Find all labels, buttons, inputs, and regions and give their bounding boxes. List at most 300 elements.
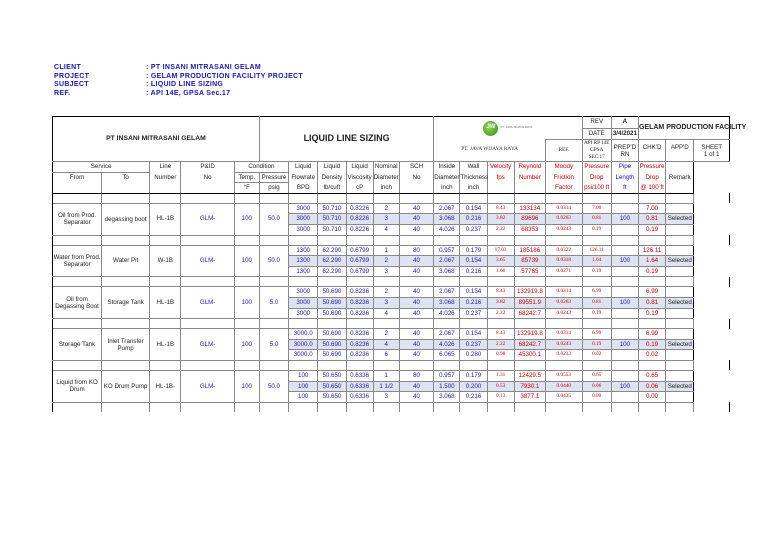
wall-thickness: 0.237 — [460, 224, 487, 235]
line-number: HL-1B- — [150, 370, 181, 402]
col-flow-2: Flowrate — [289, 172, 318, 183]
schedule: 80 — [399, 245, 433, 256]
density: 50.650 — [318, 392, 346, 403]
pressure-drop-total: 126.11 — [638, 245, 665, 256]
friction-factor: 0.0435 — [546, 392, 583, 403]
pressure-drop: 126.11 — [582, 245, 611, 256]
inside-diameter: 0.957 — [434, 245, 460, 256]
wall-thickness: 0.154 — [460, 256, 487, 267]
reynold-number: 57765 — [514, 266, 545, 277]
density: 50.690 — [318, 308, 346, 319]
temperature: 100 — [234, 370, 259, 402]
schedule: 40 — [399, 329, 433, 340]
table-row — [53, 203, 730, 214]
col-pdrop-total: Pressure — [639, 163, 665, 171]
velocity: 3.82 — [487, 297, 514, 308]
table-row — [53, 287, 730, 298]
friction-factor: 0.0553 — [546, 370, 583, 381]
schedule: 40 — [399, 224, 433, 235]
meta-key: PROJECT — [54, 72, 90, 80]
col-remark-top — [666, 162, 694, 173]
viscosity: 0.8226 — [346, 203, 373, 214]
row-spacer — [53, 360, 730, 370]
pipe-length: 100 — [611, 381, 638, 392]
friction-factor: 0.0263 — [546, 297, 583, 308]
pipe-length: 100 — [611, 339, 638, 350]
pipe-length: 100 — [611, 214, 638, 225]
nominal-diameter: 4 — [373, 224, 399, 235]
sheet-label: SHEET — [701, 143, 722, 151]
inside-diameter: 3.068 — [434, 214, 460, 225]
col-pid: P&ID — [181, 162, 234, 173]
line-sizing-table — [52, 116, 747, 412]
velocity: 3.82 — [487, 214, 514, 225]
inside-diameter: 2.067 — [434, 287, 460, 298]
temperature: 100 — [234, 245, 259, 277]
col-flow-unit: BPD — [289, 183, 318, 194]
col-moody: Moody — [546, 162, 583, 173]
density: 62.290 — [318, 256, 346, 267]
wall-thickness: 0.237 — [460, 308, 487, 319]
appd-label: APP'D — [670, 143, 689, 151]
facility-name: GELAM PRODUCTION FACILITY — [638, 117, 729, 140]
pressure-drop-total: 0.02 — [638, 350, 665, 361]
wall-thickness: 0.154 — [460, 329, 487, 340]
service-from: Water from Prod. Separator — [53, 245, 102, 277]
row-spacer — [53, 277, 730, 287]
viscosity: 0.8236 — [346, 339, 373, 350]
col-wall: Wall — [460, 162, 487, 173]
temperature: 100 — [234, 287, 259, 319]
pressure-drop: 0.81 — [582, 297, 611, 308]
col-temp-unit: °F — [234, 183, 259, 194]
remark: Selected — [666, 339, 694, 350]
schedule: 40 — [399, 203, 433, 214]
density: 50.690 — [318, 297, 346, 308]
col-reynold-2: Number — [514, 172, 545, 183]
viscosity: 0.6336 — [346, 392, 373, 403]
prepd-value: RN — [620, 150, 630, 158]
friction-factor: 0.0233 — [546, 350, 583, 361]
company-name: PT INSANI MITRASANI GELAM — [53, 117, 260, 162]
service-from: Liquid from KO Drum — [53, 370, 102, 402]
schedule: 40 — [399, 392, 433, 403]
pressure-drop-total: 1.64 — [638, 256, 665, 267]
flowrate: 3000.0 — [289, 350, 318, 361]
date-value: 3/4/2021 — [611, 128, 638, 140]
velocity: 8.43 — [487, 203, 514, 214]
col-moody-2: Friction — [546, 172, 583, 183]
pressure-drop: 0.19 — [582, 266, 611, 277]
wall-thickness: 0.179 — [460, 245, 487, 256]
inside-diameter: 2.067 — [434, 256, 460, 267]
flowrate: 3000 — [289, 214, 318, 225]
col-condition: Condition — [234, 162, 288, 173]
title-block — [53, 117, 747, 162]
prepd-label: PREP'D — [613, 143, 637, 151]
pressure-drop-total: 0.19 — [638, 339, 665, 350]
logo-icon: JW — [483, 121, 498, 136]
pressure-drop-total: 0.19 — [638, 308, 665, 319]
schedule: 40 — [399, 214, 433, 225]
meta-key: REF. — [54, 90, 71, 98]
col-reynold: Reynold — [514, 162, 545, 173]
service-to: Water Pit — [102, 245, 150, 277]
nominal-diameter: 1 — [373, 370, 399, 381]
col-remark: Remark — [666, 172, 694, 183]
col-pdrop: Pressure — [582, 162, 611, 173]
appd-cell — [666, 140, 694, 162]
reynold-number: 68242.7 — [514, 308, 545, 319]
col-nominal: Nominal — [374, 163, 398, 171]
col-pdrop-2: Drop — [582, 172, 611, 183]
pressure-drop-total: 0.06 — [638, 381, 665, 392]
service-from: Oil from Prod. Separator — [53, 203, 102, 235]
pressure-drop: 0.00 — [582, 392, 611, 403]
viscosity: 0.8236 — [346, 350, 373, 361]
nominal-diameter: 2 — [373, 329, 399, 340]
table-row — [53, 329, 730, 340]
logo-cell — [434, 117, 582, 140]
flowrate: 3000.0 — [289, 329, 318, 340]
meta-value: : GELAM PRODUCTION FACILITY PROJECT — [146, 72, 303, 80]
reynold-number: 3877.1 — [514, 392, 545, 403]
wall-thickness: 0.280 — [460, 350, 487, 361]
remark: Selected — [666, 297, 694, 308]
flowrate: 1300 — [289, 266, 318, 277]
col-inside-2: Diameter — [434, 172, 460, 183]
density: 50.650 — [318, 370, 346, 381]
reynold-number: 7930.1 — [514, 381, 545, 392]
friction-factor: 0.0318 — [546, 256, 583, 267]
inside-diameter: 2.067 — [434, 203, 460, 214]
density: 50.650 — [318, 381, 346, 392]
meta-subject — [54, 81, 303, 90]
reynold-number: 85739 — [514, 256, 545, 267]
nominal-diameter: 1 — [373, 245, 399, 256]
company-logo — [434, 117, 581, 139]
col-pid-2: No — [181, 172, 234, 183]
viscosity: 0.6336 — [346, 381, 373, 392]
friction-factor: 0.0243 — [546, 308, 583, 319]
pressure-drop: 0.06 — [582, 381, 611, 392]
pressure-drop-total: 7.00 — [638, 203, 665, 214]
reynold-number: 185186 — [514, 245, 545, 256]
remark: Selected — [666, 381, 694, 392]
schedule: 80 — [399, 370, 433, 381]
friction-factor: 0.0440 — [546, 381, 583, 392]
col-density-unit: lb/cuft — [318, 183, 346, 194]
pressure-drop-total: 0.65 — [638, 370, 665, 381]
flowrate: 3000 — [289, 224, 318, 235]
viscosity: 0.6799 — [346, 256, 373, 267]
col-pdrop-unit: psi/100 ft — [582, 183, 611, 194]
pid-number: GLM- — [181, 203, 234, 235]
service-to: KO Drum Pump — [102, 370, 150, 402]
nominal-diameter: 4 — [373, 339, 399, 350]
pipe-length: 100 — [611, 297, 638, 308]
density: 50.710 — [318, 214, 346, 225]
nominal-diameter: 4 — [373, 308, 399, 319]
pressure-drop: 0.02 — [582, 350, 611, 361]
reynold-number: 12429.5 — [514, 370, 545, 381]
logo-caption-small: PT. JAVA WIJAYA RAYA — [500, 125, 533, 130]
table-row — [53, 370, 730, 381]
row-spacer — [53, 193, 730, 203]
col-viscosity-unit: cP — [346, 183, 373, 194]
col-density: Liquid — [318, 162, 346, 173]
velocity: 17.03 — [487, 245, 514, 256]
nominal-diameter: 2 — [373, 203, 399, 214]
col-velocity-2: fps — [487, 172, 514, 183]
service-to: Inlet Transfer Pump — [102, 329, 150, 361]
meta-client — [54, 64, 303, 73]
velocity: 1.66 — [487, 266, 514, 277]
col-inside-unit: inch — [434, 183, 460, 194]
pressure-drop: 0.19 — [582, 339, 611, 350]
col-flow: Liquid — [289, 162, 318, 173]
friction-factor: 0.0263 — [546, 214, 583, 225]
pid-number: GLM- — [181, 287, 234, 319]
col-length: Pipe — [611, 162, 638, 173]
viscosity: 0.8236 — [346, 329, 373, 340]
reynold-number: 89551.9 — [514, 297, 545, 308]
row-spacer — [53, 235, 730, 245]
wall-thickness: 0.216 — [460, 392, 487, 403]
meta-value: : PT INSANI MITRASANI GELAM — [146, 64, 262, 71]
col-viscosity: Liquid — [346, 162, 373, 173]
col-pdrop-total-unit: @ 100 ft — [638, 183, 665, 194]
viscosity: 0.8226 — [346, 214, 373, 225]
remark: Selected — [666, 214, 694, 225]
temperature: 100 — [234, 203, 259, 235]
density: 50.690 — [318, 350, 346, 361]
pressure: 50.0 — [259, 370, 288, 402]
velocity: 8.43 — [487, 287, 514, 298]
velocity: 2.22 — [487, 339, 514, 350]
wall-thickness: 0.154 — [460, 203, 487, 214]
pressure-drop-total: 0.81 — [638, 297, 665, 308]
wall-thickness: 0.237 — [460, 339, 487, 350]
date-label: DATE — [582, 128, 611, 140]
pressure-drop-total: 6.99 — [638, 287, 665, 298]
friction-factor: 0.0243 — [546, 224, 583, 235]
nominal-diameter: 1 1/2 — [373, 381, 399, 392]
friction-factor: 0.0314 — [546, 287, 583, 298]
viscosity: 0.6799 — [346, 266, 373, 277]
velocity: 0.13 — [487, 392, 514, 403]
pipe-length: 100 — [611, 256, 638, 267]
nominal-diameter: 2 — [373, 256, 399, 267]
viscosity: 0.8236 — [346, 308, 373, 319]
density: 62.290 — [318, 245, 346, 256]
inside-diameter: 4.026 — [434, 339, 460, 350]
service-from: Storage Tank — [53, 329, 102, 361]
flowrate: 3000 — [289, 308, 318, 319]
service-to: Storage Tank — [102, 287, 150, 319]
ref-value-line1: API RP 14E — [583, 140, 610, 146]
pid-number: GLM- — [181, 370, 234, 402]
line-number: HL-1B — [150, 329, 181, 361]
schedule: 40 — [399, 339, 433, 350]
pressure-drop: 6.99 — [582, 287, 611, 298]
col-sch: SCH — [399, 162, 433, 173]
pressure-drop-total: 0.19 — [638, 266, 665, 277]
col-pressure: Pressure — [259, 172, 288, 183]
reynold-number: 68353 — [514, 224, 545, 235]
inside-diameter: 4.026 — [434, 308, 460, 319]
viscosity: 0.8226 — [346, 224, 373, 235]
document-title: LIQUID LINE SIZING — [259, 117, 433, 162]
density: 62.290 — [318, 266, 346, 277]
pressure: 5.0 — [259, 329, 288, 361]
viscosity: 0.6799 — [346, 245, 373, 256]
col-wall-2: Thickness — [460, 172, 487, 183]
inside-diameter: 1.500 — [434, 381, 460, 392]
wall-thickness: 0.154 — [460, 287, 487, 298]
pid-number: GLM- — [181, 245, 234, 277]
schedule: 40 — [399, 308, 433, 319]
reynold-number: 45300.1 — [514, 350, 545, 361]
nominal-diameter: 3 — [373, 297, 399, 308]
col-pdrop-total-2: Drop — [638, 172, 665, 183]
inside-diameter: 2.067 — [434, 329, 460, 340]
flowrate: 3000 — [289, 287, 318, 298]
flowrate: 3000 — [289, 203, 318, 214]
pressure-drop-total: 0.81 — [638, 214, 665, 225]
pressure: 50.0 — [259, 245, 288, 277]
pressure: 50.0 — [259, 203, 288, 235]
velocity: 3.65 — [487, 256, 514, 267]
nominal-diameter: 3 — [373, 392, 399, 403]
service-to: degassing boot — [102, 203, 150, 235]
col-viscosity-2: Viscosity — [346, 172, 373, 183]
reynold-number: 132919.8 — [514, 287, 545, 298]
column-headers — [53, 162, 730, 194]
wall-thickness: 0.216 — [460, 214, 487, 225]
flowrate: 100 — [289, 370, 318, 381]
col-inside: Inside — [434, 162, 460, 173]
col-length-unit: ft — [611, 183, 638, 194]
friction-factor: 0.0271 — [546, 266, 583, 277]
flowrate: 1300 — [289, 256, 318, 267]
pressure-drop-total: 0.00 — [638, 392, 665, 403]
pressure-drop: 7.00 — [582, 203, 611, 214]
density: 50.690 — [318, 287, 346, 298]
col-velocity: Velocity — [487, 162, 514, 173]
flowrate: 100 — [289, 392, 318, 403]
wall-thickness: 0.216 — [460, 266, 487, 277]
col-to: To — [102, 172, 150, 183]
reynold-number: 133134 — [514, 203, 545, 214]
col-length-2: Length — [611, 172, 638, 183]
line-number: HL-1B — [150, 287, 181, 319]
table-row — [53, 245, 730, 256]
reynold-number: 132919.8 — [514, 329, 545, 340]
col-nominal-2: Diameter — [373, 172, 399, 183]
nominal-diameter: 2 — [373, 287, 399, 298]
temperature: 100 — [234, 329, 259, 361]
inside-diameter: 6.065 — [434, 350, 460, 361]
pressure: 5.0 — [259, 287, 288, 319]
friction-factor: 0.0243 — [546, 339, 583, 350]
flowrate: 100 — [289, 381, 318, 392]
pressure-drop-total: 6.99 — [638, 329, 665, 340]
document-meta — [54, 64, 303, 99]
density: 50.710 — [318, 224, 346, 235]
col-moody-3: Factor — [546, 183, 583, 194]
pid-number: GLM- — [181, 329, 234, 361]
nominal-diameter: 3 — [373, 266, 399, 277]
ref-value-line2: GPSA SEC.17 — [588, 147, 605, 160]
schedule: 40 — [399, 256, 433, 267]
velocity: 1.31 — [487, 370, 514, 381]
pressure-drop: 0.65 — [582, 370, 611, 381]
schedule: 40 — [399, 287, 433, 298]
meta-key: SUBJECT — [54, 81, 89, 89]
flowrate: 1300 — [289, 245, 318, 256]
wall-thickness: 0.216 — [460, 297, 487, 308]
pressure-drop: 6.99 — [582, 329, 611, 340]
viscosity: 0.8236 — [346, 297, 373, 308]
velocity: 2.22 — [487, 308, 514, 319]
data-rows — [53, 193, 730, 411]
schedule: 40 — [399, 350, 433, 361]
rev-value: A — [611, 117, 638, 129]
col-wall-unit: inch — [460, 183, 487, 194]
velocity: 2.22 — [487, 224, 514, 235]
meta-value: : LIQUID LINE SIZING — [146, 81, 224, 89]
viscosity: 0.8236 — [346, 287, 373, 298]
velocity: 8.43 — [487, 329, 514, 340]
row-spacer — [53, 402, 730, 412]
friction-factor: 0.0322 — [546, 245, 583, 256]
col-line-2: Number — [150, 172, 181, 183]
pressure-drop-total: 0.19 — [638, 224, 665, 235]
col-line: Line — [150, 162, 181, 173]
rev-label: REV — [582, 117, 611, 129]
col-sch-2: No — [399, 172, 433, 183]
density: 50.690 — [318, 339, 346, 350]
meta-value: : API 14E, GPSA Sec.17 — [146, 90, 231, 98]
flowrate: 3000 — [289, 297, 318, 308]
col-from: From — [53, 172, 102, 183]
row-spacer — [53, 319, 730, 329]
service-from: Oil from Degassing Boot — [53, 287, 102, 319]
flowrate: 3000.0 — [289, 339, 318, 350]
density: 50.710 — [318, 203, 346, 214]
prepd-cell — [611, 140, 638, 162]
sheet-value: 1 of 1 — [703, 150, 720, 158]
schedule: 40 — [399, 266, 433, 277]
ref-label: REF. — [546, 140, 583, 162]
velocity: 0.53 — [487, 381, 514, 392]
pressure-drop: 1.64 — [582, 256, 611, 267]
inside-diameter: 3.068 — [434, 392, 460, 403]
inside-diameter: 3.068 — [434, 297, 460, 308]
viscosity: 0.6336 — [346, 370, 373, 381]
line-number: HL-1B — [150, 203, 181, 235]
chkd-cell — [638, 140, 665, 162]
col-pressure-unit: psig — [259, 183, 288, 194]
velocity: 0.98 — [487, 350, 514, 361]
schedule: 40 — [399, 297, 433, 308]
col-temp: Temp. — [234, 172, 259, 183]
friction-factor: 0.0314 — [546, 203, 583, 214]
nominal-diameter: 6 — [373, 350, 399, 361]
friction-factor: 0.0314 — [546, 329, 583, 340]
schedule: 40 — [399, 381, 433, 392]
